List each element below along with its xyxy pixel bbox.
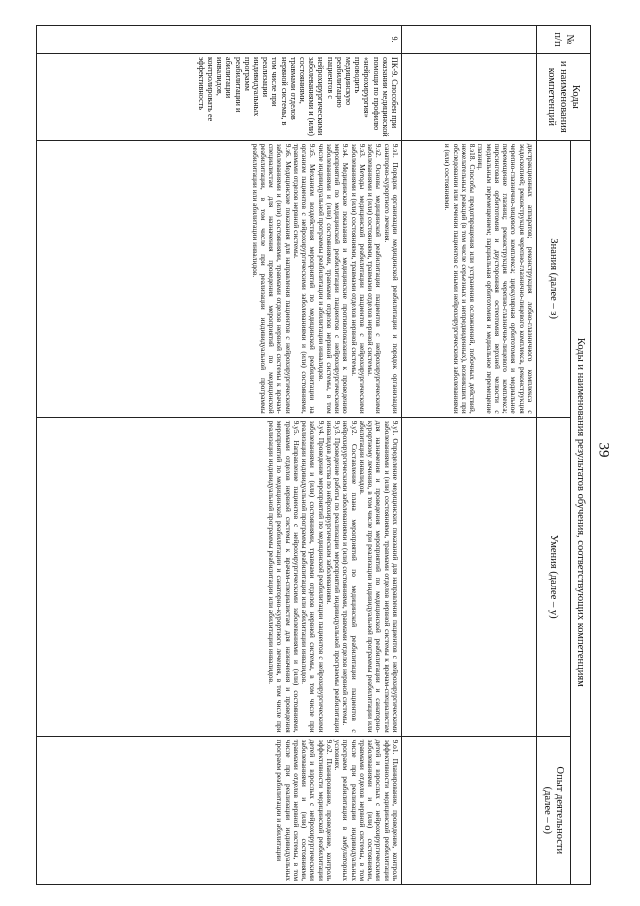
header-skills: Умения (далее – у)	[537, 417, 571, 736]
page-number: 39	[595, 442, 612, 458]
header-results-group: Коды и наименования результатов обучения, соответствующих компетенциям	[571, 140, 591, 884]
rotated-table-wrapper	[36, 25, 591, 885]
cell-skills-9: 9.у1. Определение медицинских показаний для направления пациентов с нейрохирургическими заболеваниями и (или) состояниями, травмами отделов нервной системы к врачам-специалистам для назначения и проведения мероприятий по медицинской реабилитации и санаторно-курортному лечению, в том числе при реализации индивидуальной программы реабилитации или абилитации инвалидов. 9.у2. Составление плана мероприятий по медицинской реабилитации пациентов с нейрохирургическими заболеваниями и (или) состояниями, травмами отделов нервной системы. 9.у3. Проведение работы по реализации мероприятий индивидуальной программы реабилитации инвалидов детства по нейрохирургическим заболеваниям. 9.у4. Проведение мероприятий по медицинской реабилитации пациентов с нейрохирургическими заболеваниями и (или) состояниями, травмами отделов нервной системы, в том числе при реализации индивидуальной программы реабилитации или абилитации инвалидов. 9.у5. Направление пациентов с нейрохирургическими заболеваниями и (или) состояниями, травмами отделов нервной системы к врачам-специалистам для назначения и проведения мероприятий по медицинской реабилитации и санаторно-курортного лечения, в том числе при реализации индивидуальной программы реабилитации или абилитации инвалидов.	[37, 417, 402, 736]
cell-experience-prev	[402, 736, 537, 884]
cell-knowledge-9: 9.з1. Порядок организации медицинской реабилитации и порядок организации санаторно-курортного лечения. 9.з2. Основы медицинской реабилитации пациентов с нейрохирургическими заболеваниями и (или) состояниями, травмами отделов нервной системы. 9.з3. Методы медицинской реабилитации пациентов с нейрохирургическими заболеваниями и (или) состояниями, травмами отделов нервной системы. 9.з4. Медицинские показания и медицинские противопоказания к проведению мероприятий по медицинской реабилитации пациентов с нейрохирургическими заболеваниями и (или) состояниями, травмами отделов нервной системы, в том числе индивидуальной программы реабилитации и абилитации инвалидов. 9.з5. Механизм воздействия мероприятий по медицинской реабилитации на организм пациентов с нейрохирургическими заболеваниями и (или) состояниями, травмами отделов нервной системы. 9.з6. Медицинские показания для направления пациентов с нейрохирургическими заболеваниями и (или) состояниями, травмами отделов нервной системы к врачам-специалистам для назначения проведения мероприятий по медицинской реабилитации, в том числе при реализации индивидуальной программы реабилитации или абилитации инвалидов.	[37, 140, 402, 417]
header-codes: Коды и наименования компетенций	[537, 53, 591, 140]
cell-knowledge-prev: дистракционных аппаратов; реконструкция лобно-глазничного комплекса с эндоскопией; реконструкция черепно-глазнично-лицевого комплекса, реконструкция черепно-глазнично-лицевого комплекса; циркулярная орбитотомия и медиальное перемещение глазниц; реконструкция черепно-глазнично-лицевого комплекса; пирсинговая орбитотомия и двусторонняя остеотомия верхней челюсти с медиальным перемещением; парциальная орбитотомия и медиальное перемещение глазниц. 8.з18. Способы предотвращения или устранения осложнений, побочных действий, нежелательных реакций (в том числе серьезных и непредвиденных), возникших при обследовании или лечении пациентов с иными нейрохирургическими заболеваниями и (или) состояниями.	[402, 140, 537, 417]
cell-skills-prev	[402, 417, 537, 736]
cell-competence-prev	[402, 53, 537, 140]
table-row-continued	[402, 26, 537, 885]
cell-num-9: 9.	[37, 26, 402, 54]
header-knowledge: Знания (далее – з)	[537, 140, 571, 417]
cell-experience-9: 9.о1. Планирование, проведение, контроль эффективности медицинской реабилитации детей и взрослых с нейрохирургическими заболеваниями и (или) состояниями, травмами отделов нервной системы, в том числе при реализации индивидуальных программ реабилитации в амбулаторных условиях. 9.о2. Планирование, проведение, контроль эффективности медицинской реабилитации детей и взрослых с нейрохирургическими заболеваниями и (или) состояниями, травмами отделов нервной системы, в том числе при реализации индивидуальных программ реабилитации и абилитации	[37, 736, 402, 884]
competence-table	[36, 25, 591, 885]
cell-num-prev	[402, 26, 537, 54]
table-row-pk9	[37, 26, 402, 885]
header-row-1	[571, 26, 591, 885]
cell-competence-pk9: ПК-9. Способен при оказании медицинской помощи по профилю «нейрохирургия» проводить медицинскую реабилитацию пациентов с нейрохирургическими заболеваниями и (или) состояниями, травмами отделов нервной системы, в том числе при реализации индивидуальных программ реабилитации и абилитации инвалидов, контролировать ее эффективность	[37, 53, 402, 140]
header-experience: Опыт деятельности (далее – о)	[537, 736, 571, 884]
header-row-2	[537, 26, 571, 885]
header-num: № п/п	[537, 26, 591, 54]
